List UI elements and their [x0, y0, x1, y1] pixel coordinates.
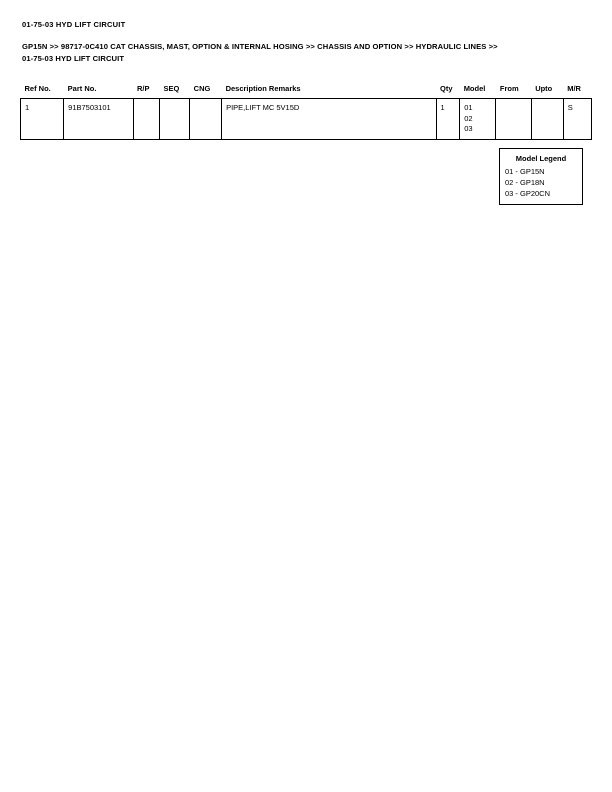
column-header-upto: Upto [535, 84, 553, 93]
model-code: 02 [464, 113, 473, 123]
legend-item: 01 - GP15N [505, 167, 545, 176]
column-header-ref-no: Ref No. [24, 84, 51, 93]
cell-model [460, 99, 496, 140]
parts-table-head [21, 84, 592, 99]
cell-cng [190, 99, 222, 140]
column-header-part-no: Part No. [67, 84, 97, 93]
cell-seq [159, 99, 189, 140]
cell-part-no[interactable]: 91B7503101 [64, 99, 133, 140]
breadcrumb [22, 41, 594, 64]
cell-upto [531, 99, 563, 140]
cell-ref-no: 1 [21, 99, 64, 140]
parts-table-body [21, 99, 592, 140]
model-code: 01 [464, 103, 473, 112]
column-header-mr: M/R [567, 84, 581, 93]
breadcrumb-line-1: GP15N >> 98717-0C410 CAT CHASSIS, MAST, OPTION & INTERNAL HOSING >> CHASSIS AND OPTION >> HYDRAULIC LINES >> [22, 42, 498, 51]
column-header-rp: R/P [137, 84, 150, 93]
model-legend [499, 148, 583, 205]
parts-table-header-row [21, 84, 592, 98]
column-header-seq: SEQ [163, 84, 180, 93]
model-legend-title: Model Legend [515, 154, 567, 163]
model-code: 03 [464, 124, 473, 133]
cell-mr: S [563, 99, 591, 140]
column-header-model: Model [463, 84, 486, 93]
cell-rp [133, 99, 159, 140]
parts-table [20, 84, 592, 140]
legend-item: 02 - GP18N [505, 178, 545, 187]
column-header-qty: Qty [440, 84, 453, 93]
cell-description: PIPE,LIFT MC 5V15D [222, 99, 436, 140]
table-row[interactable] [21, 99, 592, 140]
breadcrumb-line-2: 01-75-03 HYD LIFT CIRCUIT [22, 53, 125, 63]
cell-qty: 1 [436, 99, 460, 140]
column-header-cng: CNG [193, 84, 211, 93]
legend-item: 03 - GP20CN [505, 189, 551, 198]
column-header-from: From [499, 84, 519, 93]
page-title: 01-75-03 HYD LIFT CIRCUIT [22, 20, 126, 29]
cell-from [496, 99, 531, 140]
column-header-description: Description Remarks [225, 84, 301, 93]
